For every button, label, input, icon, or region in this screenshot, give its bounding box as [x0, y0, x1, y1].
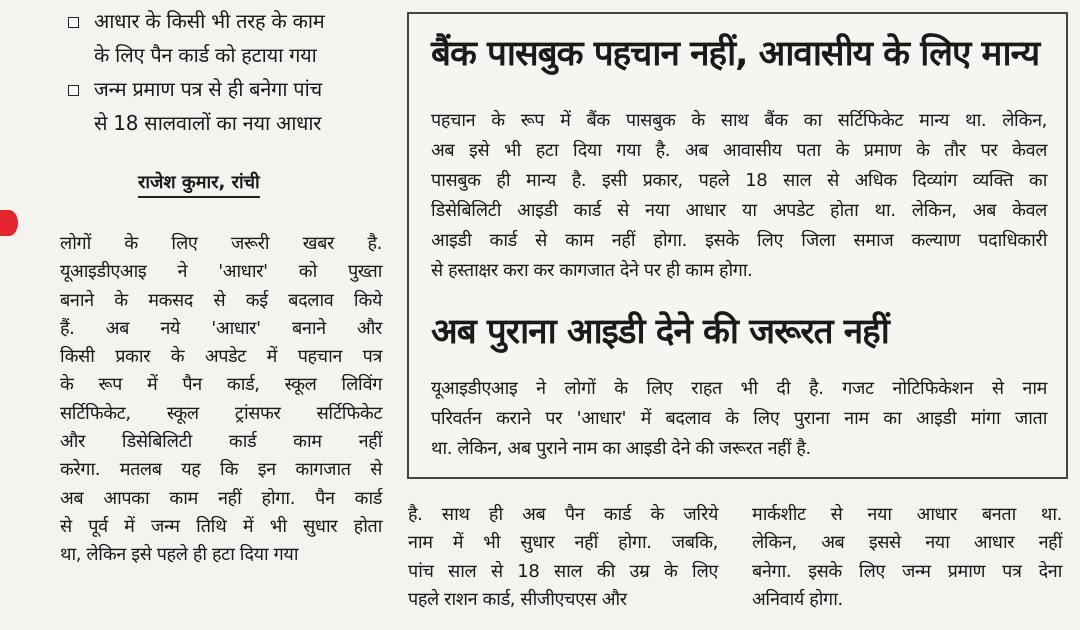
- column-line: यूआइडीएआइ ने 'आधार' को पुख्ता: [60, 261, 382, 283]
- paragraph-line: डिसेबिलिटी आइडी कार्ड से नया आधार या अपडेट होता था. लेकिन, अब केवल: [431, 200, 1047, 221]
- byline: राजेश कुमार, रांची: [138, 170, 260, 198]
- bullet-line: जन्म प्रमाण पत्र से ही बनेगा पांच: [94, 77, 322, 101]
- article-column-1: [60, 230, 382, 570]
- paragraph-line: था. लेकिन, अब पुराने नाम का आइडी देने की जरूरत नहीं है.: [431, 438, 811, 459]
- headline-bullets: [66, 4, 386, 140]
- boxed-sidebar: [407, 12, 1068, 479]
- column-line: किसी प्रकार के अपडेट में पहचान पत्र: [60, 346, 382, 368]
- column-line: से पूर्व में जन्म तिथि में भी सुधार होता: [60, 515, 382, 537]
- paragraph-line: से हस्ताक्षर करा कर कागजात देने पर ही काम होगा.: [431, 260, 753, 281]
- paragraph-line: यूआइडीएआइ ने लोगों के लिए राहत भी दी है. गजट नोटिफिकेशन से नाम: [431, 378, 1047, 399]
- bullet-square-icon: [68, 17, 79, 28]
- paragraph-line: पहचान के रूप में बैंक पासबुक के साथ बैंक का सर्टिफिकेट मान्य था. लेकिन,: [431, 110, 1047, 131]
- paragraph-line: परिवर्तन कराने पर 'आधार' में बदलाव के लिए पुराना नाम का आइडी मांगा जाता: [431, 408, 1047, 429]
- bullet-line: आधार के किसी भी तरह के काम: [94, 9, 325, 33]
- article-column-2: [408, 501, 718, 614]
- article-column-3: [752, 501, 1062, 614]
- column-line: अनिवार्य होगा.: [752, 588, 843, 610]
- bullet-line: के लिए पैन कार्ड को हटाया गया: [94, 43, 317, 67]
- bullet-square-icon: [68, 85, 79, 96]
- paragraph-line: आइडी कार्ड से काम नहीं होगा. इसके लिए जिला समाज कल्याण पदाधिकारी: [431, 230, 1047, 251]
- box-heading-passbook: बैंक पासबुक पहचान नहीं, आवासीय के लिए मान्य: [431, 34, 1040, 74]
- column-line: मार्कशीट से नया आधार बनता था.: [752, 504, 1062, 525]
- column-line: नाम में भी सुधार नहीं होगा. जबकि,: [408, 532, 718, 554]
- column-line: सर्टिफिकेट, स्कूल ट्रांसफर सर्टिफिकेट: [60, 402, 382, 424]
- bullet-item: [66, 72, 386, 140]
- column-line: करेगा. मतलब यह कि इन कागजात से: [60, 459, 382, 481]
- bullet-line: से 18 सालवालों का नया आधार: [94, 111, 322, 135]
- box-paragraph-passbook: [431, 106, 1047, 286]
- column-line: पहले राशन कार्ड, सीजीएचएस और: [408, 588, 627, 610]
- column-line: के रूप में पैन कार्ड, स्कूल लिविंग: [60, 374, 382, 396]
- column-line: बनेगा. इसके लिए जन्म प्रमाण पत्र देना: [752, 560, 1062, 582]
- paragraph-line: पासबुक ही मान्य है. इसी प्रकार, पहले 18 साल से अधिक दिव्यांग व्यक्ति का: [431, 170, 1047, 191]
- box-heading-old-id: अब पुराना आइडी देने की जरूरत नहीं: [431, 312, 889, 352]
- bullet-item: [66, 4, 386, 72]
- column-line: लेकिन, अब इससे नया आधार नहीं: [752, 532, 1062, 554]
- column-line: बनाने के मकसद से कई बदलाव किये: [60, 289, 382, 311]
- column-line: अब आपका काम नहीं होगा. पैन कार्ड: [60, 487, 382, 509]
- column-line: है. साथ ही अब पैन कार्ड के जरिये: [408, 504, 718, 525]
- column-line: लोगों के लिए जरूरी खबर है.: [60, 233, 382, 254]
- column-line: और डिसेबिलिटी कार्ड काम नहीं: [60, 431, 382, 453]
- column-line: पांच साल से 18 साल की उम्र के लिए: [408, 560, 718, 582]
- box-paragraph-old-id: [431, 374, 1047, 464]
- paragraph-line: अब इसे भी हटा दिया गया है. अब आवासीय पता के प्रमाण के तौर पर केवल: [431, 140, 1047, 161]
- column-line: था, लेकिन इसे पहले ही हटा दिया गया: [60, 544, 299, 566]
- red-marker-shape: [0, 210, 18, 236]
- column-line: हैं. अब नये 'आधार' बनाने और: [60, 317, 382, 339]
